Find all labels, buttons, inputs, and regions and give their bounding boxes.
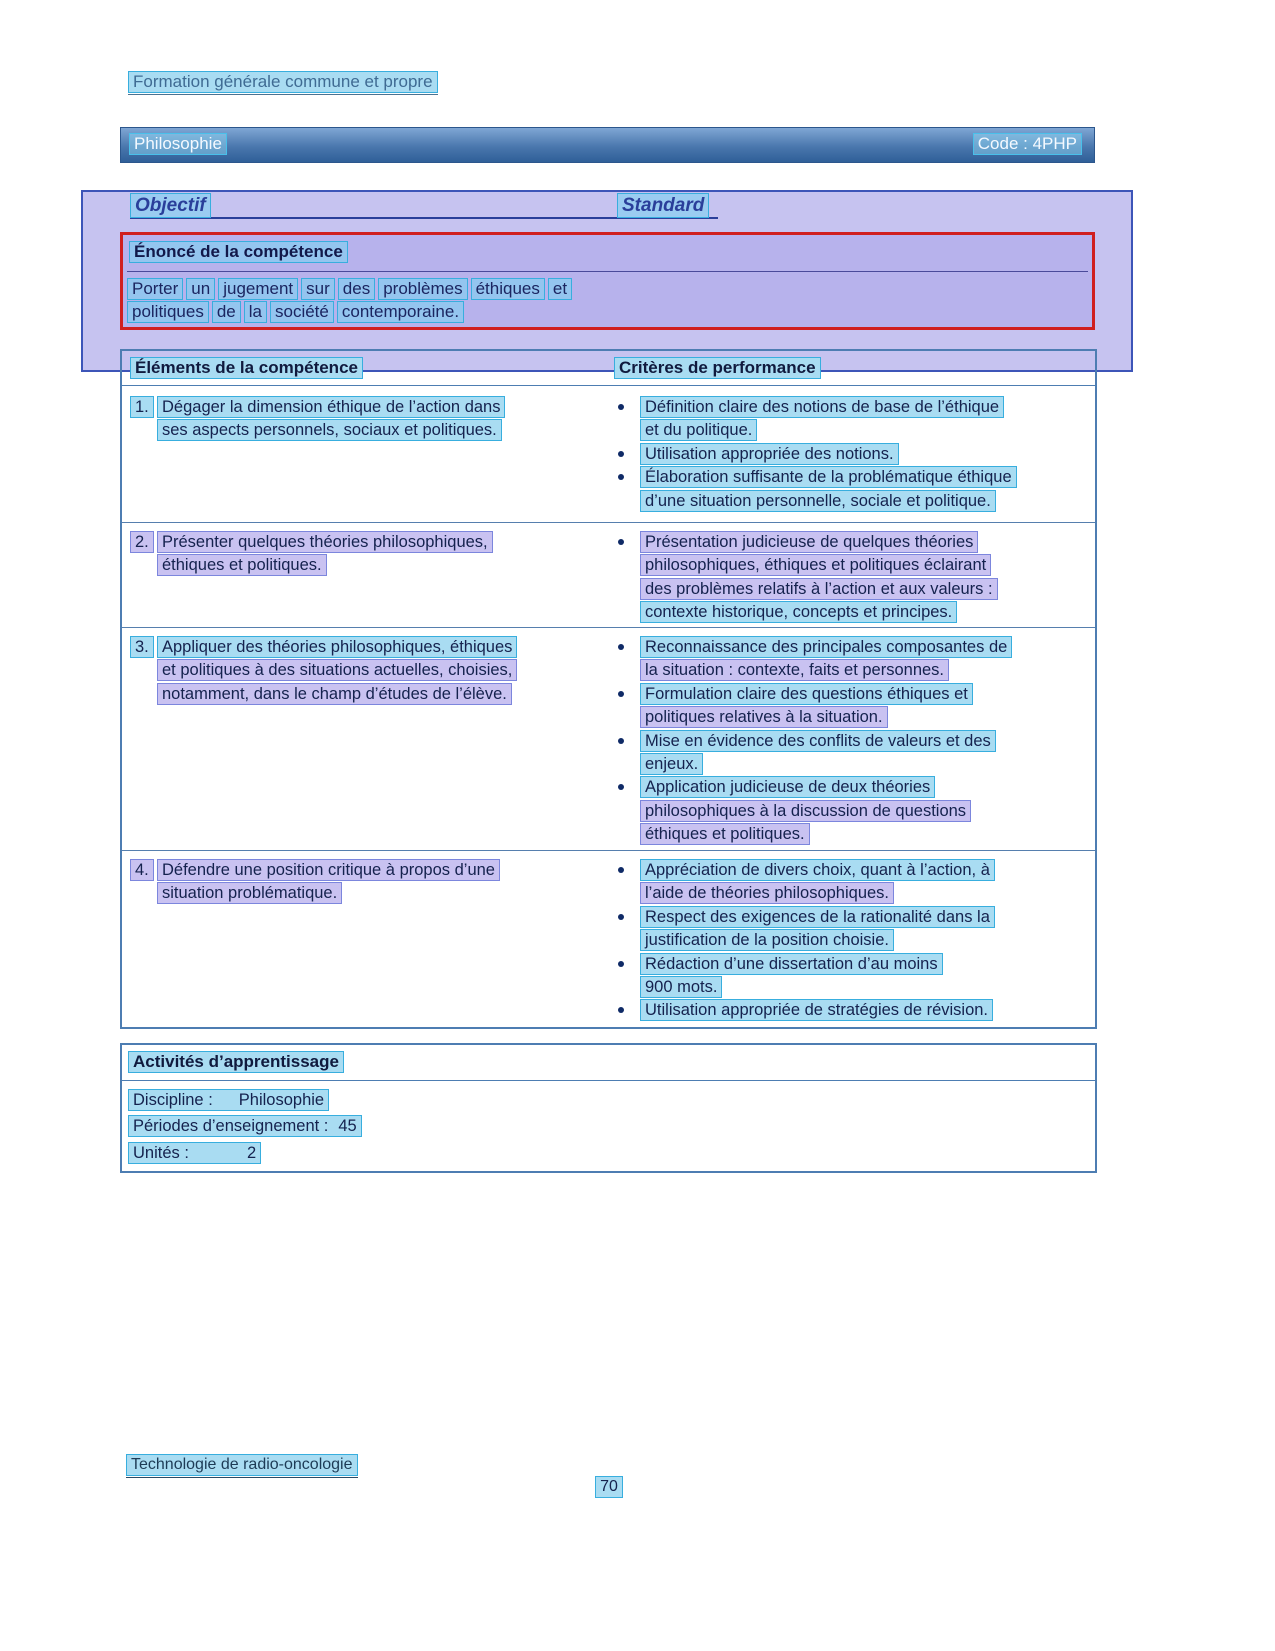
criterion-line: justification de la position choisie. bbox=[640, 929, 1090, 952]
activities-title bbox=[128, 1051, 344, 1073]
criterion-item bbox=[614, 466, 1090, 513]
criterion-item bbox=[614, 683, 1090, 730]
criterion-line: la situation : contexte, faits et personnes. bbox=[640, 659, 1090, 682]
competence-table bbox=[120, 349, 1097, 1029]
field-label: Unités : bbox=[133, 1144, 189, 1162]
statement-word: contemporaine. bbox=[337, 301, 464, 323]
table-row-3 bbox=[122, 627, 1095, 851]
criterion-line: 900 mots. bbox=[640, 976, 1090, 999]
criterion-item bbox=[614, 776, 1090, 846]
course-title: Philosophie bbox=[129, 133, 227, 155]
activities-field-discipline bbox=[128, 1089, 329, 1111]
element-cell bbox=[130, 396, 600, 443]
enonce-statement-line bbox=[127, 301, 467, 323]
element-line: Défendre une position critique à propos d’une bbox=[157, 859, 600, 882]
criterion-line: Reconnaissance des principales composantes de bbox=[640, 636, 1090, 659]
criterion-line: Application judicieuse de deux théories bbox=[640, 776, 1090, 799]
criterion-line: Présentation judicieuse de quelques théories bbox=[640, 531, 1090, 554]
field-value: Philosophie bbox=[238, 1091, 325, 1109]
criterion-line: des problèmes relatifs à l’action et aux valeurs : bbox=[640, 578, 1090, 601]
bullet-icon bbox=[618, 644, 624, 650]
enonce-statement-line bbox=[127, 278, 575, 300]
criterion-line: contexte historique, concepts et principes. bbox=[640, 601, 1090, 624]
criterion-line: Mise en évidence des conflits de valeurs et des bbox=[640, 730, 1090, 753]
bullet-icon bbox=[618, 784, 624, 790]
statement-word: Porter bbox=[127, 278, 183, 300]
criterion-line: Élaboration suffisante de la problématique éthique bbox=[640, 466, 1090, 489]
field-label: Périodes d’enseignement : bbox=[133, 1117, 329, 1135]
statement-word: société bbox=[270, 301, 334, 323]
activities-box bbox=[120, 1043, 1097, 1173]
table-row-2 bbox=[122, 522, 1095, 628]
statement-word: et bbox=[548, 278, 572, 300]
bullet-icon bbox=[618, 1007, 624, 1013]
criterion-item bbox=[614, 730, 1090, 777]
criterion-line: enjeux. bbox=[640, 753, 1090, 776]
document-title-text: Formation générale commune et propre bbox=[128, 71, 438, 93]
criterion-line: éthiques et politiques. bbox=[640, 823, 1090, 846]
table-row-4 bbox=[122, 850, 1095, 1024]
field-label: Discipline : bbox=[133, 1091, 213, 1109]
statement-word: problèmes bbox=[378, 278, 467, 300]
criterion-line: Définition claire des notions de base de l’éthique bbox=[640, 396, 1090, 419]
standard-heading bbox=[617, 193, 709, 218]
enonce-divider bbox=[127, 271, 1088, 272]
criterion-line: l’aide de théories philosophiques. bbox=[640, 882, 1090, 905]
criterion-item bbox=[614, 636, 1090, 683]
field-value: 2 bbox=[246, 1144, 257, 1162]
element-line: Présenter quelques théories philosophiques, bbox=[157, 531, 600, 554]
statement-word: de bbox=[212, 301, 241, 323]
element-line: notamment, dans le champ d’études de l’élève. bbox=[157, 683, 600, 706]
criterion-line: Formulation claire des questions éthiques et bbox=[640, 683, 1090, 706]
row-number: 3. bbox=[130, 636, 154, 658]
element-line: situation problématique. bbox=[157, 882, 600, 905]
criterion-item bbox=[614, 953, 1090, 1000]
objectif-heading-text: Objectif bbox=[130, 193, 211, 218]
enonce-title bbox=[129, 241, 348, 263]
criterion-line: politiques relatives à la situation. bbox=[640, 706, 1090, 729]
statement-word: un bbox=[186, 278, 215, 300]
criterion-item bbox=[614, 531, 1090, 625]
column-header-elements: Éléments de la compétence bbox=[130, 357, 363, 379]
criterion-line: Appréciation de divers choix, quant à l’action, à bbox=[640, 859, 1090, 882]
activities-title-text: Activités d’apprentissage bbox=[128, 1051, 344, 1073]
bullet-icon bbox=[618, 738, 624, 744]
statement-word: la bbox=[244, 301, 267, 323]
enonce-box bbox=[120, 232, 1095, 330]
standard-heading-text: Standard bbox=[617, 193, 709, 218]
criterion-item bbox=[614, 396, 1090, 443]
statement-word: des bbox=[338, 278, 375, 300]
row-number: 2. bbox=[130, 531, 154, 553]
element-line: éthiques et politiques. bbox=[157, 554, 600, 577]
objectif-heading bbox=[130, 193, 211, 218]
column-header-criteres: Critères de performance bbox=[614, 357, 821, 379]
criterion-line: et du politique. bbox=[640, 419, 1090, 442]
enonce-title-text: Énoncé de la compétence bbox=[129, 241, 348, 263]
row-number: 4. bbox=[130, 859, 154, 881]
element-line: Dégager la dimension éthique de l’action dans bbox=[157, 396, 600, 419]
criterion-item bbox=[614, 906, 1090, 953]
criteria-cell bbox=[614, 859, 1090, 1023]
document-title bbox=[128, 71, 438, 95]
criterion-item bbox=[614, 443, 1090, 466]
activities-field-unites bbox=[128, 1142, 261, 1164]
criterion-item bbox=[614, 999, 1090, 1022]
statement-word: jugement bbox=[218, 278, 298, 300]
course-header-bar bbox=[120, 127, 1095, 163]
criteria-cell bbox=[614, 531, 1090, 625]
table-row-1 bbox=[122, 386, 1095, 522]
activities-divider bbox=[122, 1080, 1095, 1081]
criterion-line: d’une situation personnelle, sociale et politique. bbox=[640, 490, 1090, 513]
criterion-line: philosophiques, éthiques et politiques éclairant bbox=[640, 554, 1090, 577]
bullet-icon bbox=[618, 691, 624, 697]
bullet-icon bbox=[618, 961, 624, 967]
program-footer-text: Technologie de radio-oncologie bbox=[126, 1454, 358, 1476]
course-code: Code : 4PHP bbox=[973, 133, 1082, 155]
criterion-line: philosophiques à la discussion de questions bbox=[640, 800, 1090, 823]
table-header-row bbox=[122, 351, 1095, 386]
criterion-item bbox=[614, 859, 1090, 906]
field-value: 45 bbox=[338, 1117, 357, 1135]
criterion-line: Utilisation appropriée de stratégies de révision. bbox=[640, 999, 1090, 1022]
criteria-cell bbox=[614, 396, 1090, 513]
activities-field-periodes bbox=[128, 1115, 362, 1137]
element-cell bbox=[130, 531, 600, 578]
program-footer bbox=[126, 1454, 358, 1478]
statement-word: politiques bbox=[127, 301, 209, 323]
criterion-line: Rédaction d’une dissertation d’au moins bbox=[640, 953, 1090, 976]
element-line: et politiques à des situations actuelles, choisies, bbox=[157, 659, 600, 682]
element-cell bbox=[130, 859, 600, 906]
criterion-line: Respect des exigences de la rationalité dans la bbox=[640, 906, 1090, 929]
page-number bbox=[585, 1476, 633, 1498]
page-number-text: 70 bbox=[595, 1476, 623, 1498]
bullet-icon bbox=[618, 404, 624, 410]
bullet-icon bbox=[618, 539, 624, 545]
element-cell bbox=[130, 636, 600, 706]
statement-word: éthiques bbox=[471, 278, 545, 300]
statement-word: sur bbox=[301, 278, 335, 300]
bullet-icon bbox=[618, 474, 624, 480]
element-line: ses aspects personnels, sociaux et politiques. bbox=[157, 419, 600, 442]
row-number: 1. bbox=[130, 396, 154, 418]
bullet-icon bbox=[618, 451, 624, 457]
bullet-icon bbox=[618, 867, 624, 873]
criterion-line: Utilisation appropriée des notions. bbox=[640, 443, 1090, 466]
criteria-cell bbox=[614, 636, 1090, 847]
bullet-icon bbox=[618, 914, 624, 920]
element-line: Appliquer des théories philosophiques, éthiques bbox=[157, 636, 600, 659]
